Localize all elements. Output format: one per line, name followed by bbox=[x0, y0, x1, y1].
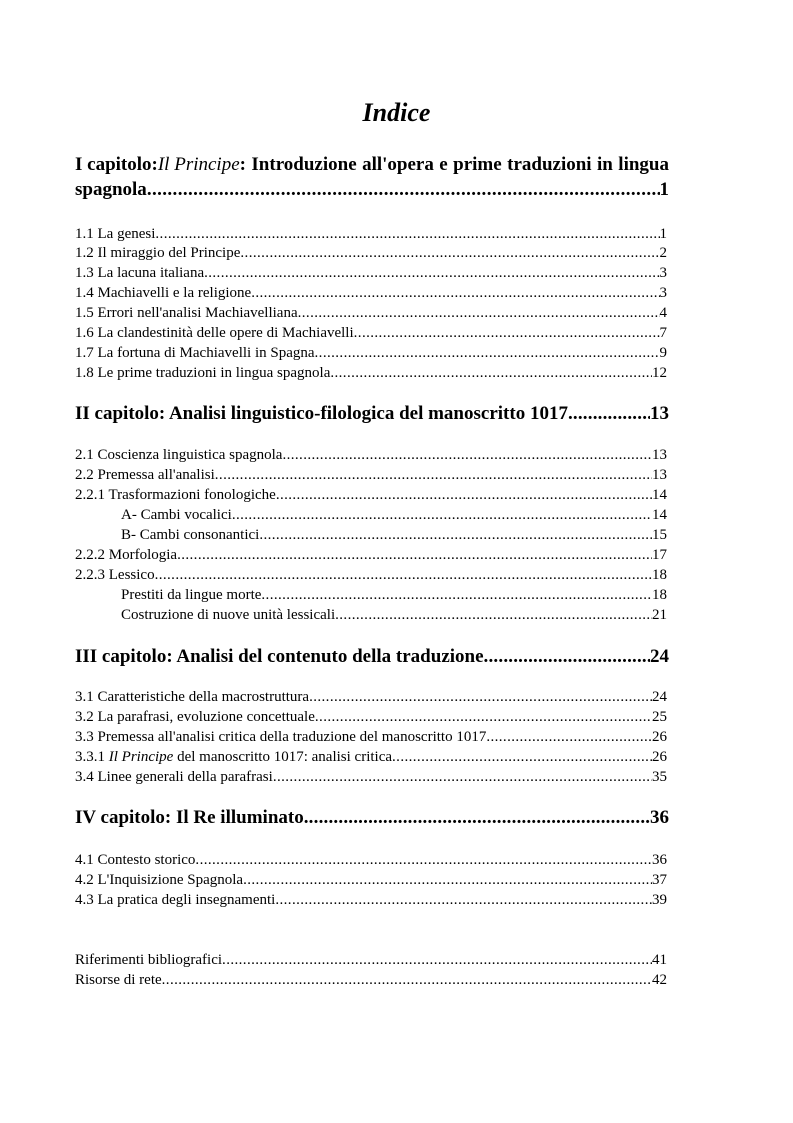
entry-page: 18 bbox=[652, 567, 667, 583]
toc-entry bbox=[75, 323, 667, 343]
chapter-4-title: IV capitolo: Il Re illuminato bbox=[75, 807, 304, 828]
dot-leader bbox=[155, 224, 659, 244]
entry-label: 2.2.1 Trasformazioni fonologiche bbox=[75, 487, 276, 503]
entry-page: 3 bbox=[659, 285, 667, 301]
dot-leader bbox=[177, 545, 652, 565]
entry-label: 3.2 La parafrasi, evoluzione concettuale bbox=[75, 709, 315, 725]
entry-label: Costruzione di nuove unità lessicali bbox=[121, 607, 336, 623]
entry-page: 4 bbox=[659, 305, 667, 321]
chapter-3-heading bbox=[75, 645, 669, 669]
toc-entry bbox=[75, 565, 667, 585]
toc-entry bbox=[75, 485, 667, 505]
dot-leader bbox=[335, 605, 652, 625]
toc-entry bbox=[75, 707, 667, 727]
entry-label-rest: del manoscritto 1017: analisi critica bbox=[173, 749, 393, 765]
toc-subentry bbox=[121, 585, 667, 605]
dot-leader bbox=[222, 950, 652, 970]
dot-leader bbox=[215, 465, 652, 485]
dot-leader bbox=[243, 870, 652, 890]
entry-page: 21 bbox=[652, 607, 667, 623]
entry-label: 3.4 Linee generali della parafrasi bbox=[75, 769, 273, 785]
toc-entry bbox=[75, 545, 667, 565]
toc-entry bbox=[75, 445, 667, 465]
dot-leader bbox=[240, 243, 659, 263]
entry-label: 1.6 La clandestinità delle opere di Machiavelli bbox=[75, 325, 354, 341]
entry-label: 4.1 Contesto storico bbox=[75, 852, 196, 868]
chapter-1-title-end: spagnola bbox=[75, 179, 147, 200]
dot-leader bbox=[486, 727, 652, 747]
toc-entry bbox=[75, 870, 667, 890]
dot-leader bbox=[204, 263, 659, 283]
entry-page: 24 bbox=[652, 689, 667, 705]
dot-leader bbox=[195, 850, 652, 870]
dot-leader bbox=[484, 645, 650, 669]
chapter-2-page: 13 bbox=[650, 403, 669, 424]
dot-leader bbox=[315, 707, 652, 727]
entry-label-prefix: 3.3.1 bbox=[75, 749, 109, 765]
entry-label-italic: Il Principe bbox=[108, 749, 174, 765]
entry-label: 2.2.2 Morfologia bbox=[75, 547, 178, 563]
entry-label: 1.1 La genesi bbox=[75, 226, 156, 242]
chapter-4-heading bbox=[75, 806, 669, 830]
dot-leader bbox=[354, 323, 660, 343]
entry-label: 1.4 Machiavelli e la religione bbox=[75, 285, 252, 301]
entry-page: 3 bbox=[659, 265, 667, 281]
entry-page: 41 bbox=[652, 952, 667, 968]
dot-leader bbox=[276, 485, 652, 505]
toc-entry bbox=[75, 850, 667, 870]
toc-entry bbox=[75, 767, 667, 787]
dot-leader bbox=[568, 402, 650, 426]
entry-label: 1.8 Le prime traduzioni in lingua spagnola bbox=[75, 365, 331, 381]
entry-page: 13 bbox=[652, 447, 667, 463]
chapter-1-heading bbox=[75, 152, 669, 202]
entry-label: 1.2 Il miraggio del Principe bbox=[75, 245, 241, 261]
entry-page: 37 bbox=[652, 872, 667, 888]
dot-leader bbox=[251, 283, 659, 303]
toc-entry bbox=[75, 243, 667, 263]
entry-page: 26 bbox=[652, 729, 667, 745]
entry-page: 42 bbox=[652, 972, 667, 988]
chapter-1-line-2 bbox=[75, 177, 669, 202]
entry-page: 14 bbox=[652, 507, 667, 523]
entry-label: Prestiti da lingue morte bbox=[121, 587, 262, 603]
entry-label: 4.3 La pratica degli insegnamenti bbox=[75, 892, 276, 908]
dot-leader bbox=[273, 767, 652, 787]
entry-page: 39 bbox=[652, 892, 667, 908]
chapter-1-title-rest: : Introduzione all'opera e prime traduzioni in lingua bbox=[239, 154, 669, 175]
entry-page: 13 bbox=[652, 467, 667, 483]
dot-leader bbox=[315, 343, 660, 363]
entry-label: 2.2.3 Lessico bbox=[75, 567, 155, 583]
entry-page: 18 bbox=[652, 587, 667, 603]
entry-label: 1.5 Errori nell'analisi Machiavelliana bbox=[75, 305, 298, 321]
chapter-1-line-1 bbox=[75, 152, 669, 177]
dot-leader bbox=[330, 363, 652, 383]
dot-leader bbox=[261, 585, 652, 605]
dot-leader bbox=[275, 890, 652, 910]
entry-label: A- Cambi vocalici bbox=[121, 507, 232, 523]
toc-entry-bibliography bbox=[75, 950, 667, 970]
entry-label: 4.2 L'Inquisizione Spagnola bbox=[75, 872, 244, 888]
toc-entry bbox=[75, 263, 667, 283]
dot-leader bbox=[392, 747, 652, 767]
entry-label: Risorse di rete bbox=[75, 972, 162, 988]
toc-entry bbox=[75, 890, 667, 910]
toc-entry bbox=[75, 465, 667, 485]
toc-subentry bbox=[121, 525, 667, 545]
entry-label: B- Cambi consonantici bbox=[121, 527, 260, 543]
entry-page: 15 bbox=[652, 527, 667, 543]
chapter-1-page: 1 bbox=[659, 179, 669, 200]
entry-label: 1.7 La fortuna di Machiavelli in Spagna bbox=[75, 345, 315, 361]
entry-page: 12 bbox=[652, 365, 667, 381]
chapter-1-prefix: I capitolo: bbox=[75, 154, 158, 175]
dot-leader bbox=[309, 687, 652, 707]
toc-entry bbox=[75, 343, 667, 363]
dot-leader bbox=[232, 505, 652, 525]
entry-label: 3.3 Premessa all'analisi critica della traduzione del manoscritto 1017 bbox=[75, 729, 487, 745]
entry-label: 3.1 Caratteristiche della macrostruttura bbox=[75, 689, 310, 705]
entry-page: 14 bbox=[652, 487, 667, 503]
toc-entry bbox=[75, 747, 667, 767]
entry-label: 2.2 Premessa all'analisi bbox=[75, 467, 215, 483]
entry-page: 25 bbox=[652, 709, 667, 725]
toc-subentry bbox=[121, 505, 667, 525]
dot-leader bbox=[298, 303, 660, 323]
toc-entry bbox=[75, 687, 667, 707]
toc-entry bbox=[75, 727, 667, 747]
dot-leader bbox=[304, 806, 650, 830]
page-title: Indice bbox=[362, 98, 431, 127]
toc-entry bbox=[75, 363, 667, 383]
chapter-2-title: II capitolo: Analisi linguistico-filologica del manoscritto 1017 bbox=[75, 403, 568, 424]
entry-page: 2 bbox=[659, 245, 667, 261]
chapter-3-page: 24 bbox=[650, 646, 669, 667]
toc-entry-web-resources bbox=[75, 970, 667, 990]
entry-page: 35 bbox=[652, 769, 667, 785]
dot-leader bbox=[162, 970, 652, 990]
chapter-2-heading bbox=[75, 402, 669, 426]
chapter-1-italic-title: Il Principe bbox=[157, 154, 240, 175]
dot-leader bbox=[282, 445, 652, 465]
dot-leader bbox=[155, 565, 652, 585]
dot-leader bbox=[147, 177, 660, 202]
entry-page: 17 bbox=[652, 547, 667, 563]
entry-page: 26 bbox=[652, 749, 667, 765]
entry-label: 2.1 Coscienza linguistica spagnola bbox=[75, 447, 283, 463]
entry-label: 1.3 La lacuna italiana bbox=[75, 265, 205, 281]
entry-page: 36 bbox=[652, 852, 667, 868]
entry-page: 9 bbox=[659, 345, 667, 361]
chapter-3-title: III capitolo: Analisi del contenuto della traduzione bbox=[75, 646, 484, 667]
toc-subentry bbox=[121, 605, 667, 625]
dot-leader bbox=[259, 525, 652, 545]
toc-entry bbox=[75, 224, 667, 244]
chapter-4-page: 36 bbox=[650, 807, 669, 828]
entry-label: Riferimenti bibliografici bbox=[75, 952, 223, 968]
toc-entry bbox=[75, 303, 667, 323]
entry-page: 7 bbox=[659, 325, 667, 341]
entry-page: 1 bbox=[659, 226, 667, 242]
toc-entry bbox=[75, 283, 667, 303]
